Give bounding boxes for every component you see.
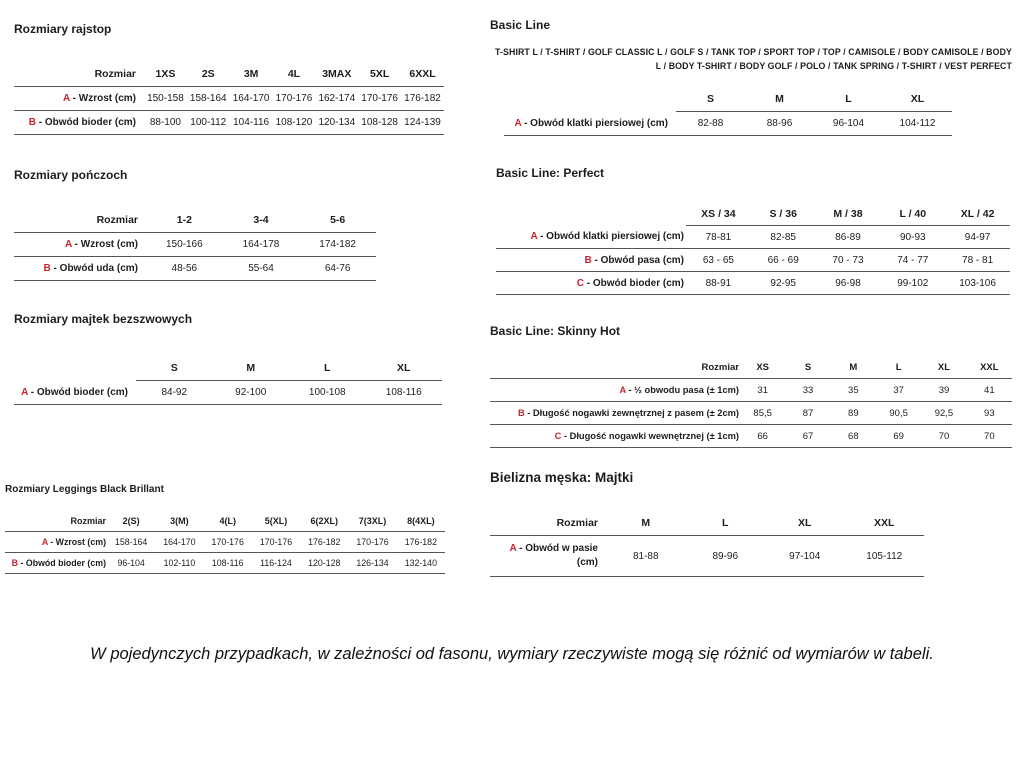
table-cell: 90,5 — [876, 402, 921, 425]
table-cell: 170-176 — [273, 87, 316, 111]
header-row — [5, 511, 445, 532]
table-cell: 48-56 — [146, 257, 223, 281]
table-cell: 176-182 — [397, 532, 445, 553]
row-letter: C — [576, 277, 584, 289]
table-cell: 100-112 — [187, 111, 230, 135]
size-table-majtki-bezszwowe — [14, 356, 442, 405]
column-header: M — [745, 87, 814, 112]
table-cell: 87 — [785, 402, 830, 425]
row-label: B - Obwód bioder (cm) — [14, 111, 144, 135]
table-row — [490, 536, 924, 577]
table-cell: 96-104 — [107, 553, 155, 574]
column-header: XS — [740, 356, 785, 379]
section-rozmiary-rajstop — [14, 22, 446, 135]
column-header: 1XS — [144, 62, 187, 87]
section-basic-line-perfect — [496, 166, 1012, 295]
table-basic-line-skinny-hot — [490, 356, 1014, 448]
section-title-bielizna-meska: Bielizna męska: Majtki — [490, 470, 634, 485]
row-letter: B — [584, 254, 592, 266]
row-letter: B — [28, 117, 36, 128]
table-rozmiary-ponczoch — [14, 208, 394, 281]
row-label: A - Obwód klatki piersiowej (cm) — [504, 112, 676, 136]
table-cell: 94-97 — [945, 226, 1010, 249]
column-header: XL — [883, 87, 952, 112]
row-letter: A — [509, 543, 517, 554]
section-title-leggings: Rozmiary Leggings Black Brillant — [5, 484, 164, 495]
row-label: A - Obwód w pasie (cm) — [490, 536, 606, 577]
corner-label — [14, 356, 136, 381]
corner-label — [504, 87, 676, 112]
table-cell: 78 - 81 — [945, 249, 1010, 272]
column-header: 8(4XL) — [397, 511, 445, 532]
table-cell: 170-176 — [348, 532, 396, 553]
table-cell: 89 — [831, 402, 876, 425]
row-letter: A — [514, 118, 522, 129]
table-cell: 100-108 — [289, 381, 366, 405]
table-cell: 170-176 — [252, 532, 300, 553]
row-label: B - Obwód uda (cm) — [14, 257, 146, 281]
table-cell: 92,5 — [921, 402, 966, 425]
table-cell: 66 — [740, 425, 785, 448]
table-cell: 108-116 — [366, 381, 443, 405]
header-row — [14, 356, 442, 381]
table-cell: 90-93 — [880, 226, 945, 249]
section-title-basic-line: Basic Line — [490, 18, 551, 32]
table-cell: 170-176 — [204, 532, 252, 553]
corner-label: Rozmiar — [14, 208, 146, 233]
table-cell: 64-76 — [299, 257, 376, 281]
table-row — [14, 87, 444, 111]
table-cell: 92-100 — [213, 381, 290, 405]
column-header: 3-4 — [223, 208, 300, 233]
column-header: 2(S) — [107, 511, 155, 532]
table-cell: 92-95 — [751, 272, 816, 295]
column-header: L — [686, 511, 766, 536]
section-majtki-bezszwowe — [14, 312, 446, 405]
table-cell: 164-178 — [223, 233, 300, 257]
row-letter: A — [65, 239, 72, 250]
table-cell: 108-128 — [358, 111, 401, 135]
table-cell: 124-139 — [401, 111, 444, 135]
table-cell: 132-140 — [397, 553, 445, 574]
table-cell: 103-106 — [945, 272, 1010, 295]
table-cell: 82-85 — [751, 226, 816, 249]
table-cell: 116-124 — [252, 553, 300, 574]
table-cell: 102-110 — [155, 553, 203, 574]
column-header: XL — [366, 356, 443, 381]
table-cell: 82-88 — [676, 112, 745, 136]
table-cell: 174-182 — [299, 233, 376, 257]
table-cell: 31 — [740, 379, 785, 402]
column-header: XXL — [845, 511, 925, 536]
column-header: XS / 34 — [686, 202, 751, 226]
column-header: 5(XL) — [252, 511, 300, 532]
column-header: L / 40 — [880, 202, 945, 226]
table-cell: 108-120 — [273, 111, 316, 135]
table-row — [490, 425, 1012, 448]
table-cell: 84-92 — [136, 381, 213, 405]
table-cell: 55-64 — [223, 257, 300, 281]
size-table-skinny-hot — [490, 356, 1012, 448]
column-header: M — [606, 511, 686, 536]
table-cell: 68 — [831, 425, 876, 448]
size-table-ponczochy — [14, 208, 376, 281]
row-letter: B — [43, 263, 51, 274]
header-row — [14, 62, 444, 87]
row-letter: A — [41, 537, 48, 547]
section-title-perfect: Basic Line: Perfect — [496, 166, 605, 180]
table-row — [490, 379, 1012, 402]
table-row — [14, 233, 376, 257]
table-cell: 170-176 — [358, 87, 401, 111]
footer-disclaimer: W pojedynczych przypadkach, w zależności od fasonu, wymiary rzeczywiste mogą się różnić od wymiarów w tabeli. — [90, 645, 934, 663]
header-row — [14, 208, 376, 233]
column-header: 3(M) — [155, 511, 203, 532]
table-cell: 104-112 — [883, 112, 952, 136]
table-cell: 158-164 — [107, 532, 155, 553]
row-letter: B — [11, 558, 19, 568]
table-cell: 158-164 — [187, 87, 230, 111]
corner-label: Rozmiar — [14, 62, 144, 87]
table-cell: 33 — [785, 379, 830, 402]
table-cell: 70 - 73 — [816, 249, 881, 272]
row-label: B - Obwód bioder (cm) — [5, 553, 107, 574]
row-letter: A — [21, 386, 28, 398]
column-header: XL — [921, 356, 966, 379]
table-row — [496, 226, 1010, 249]
table-cell: 88-96 — [745, 112, 814, 136]
table-cell: 120-128 — [300, 553, 348, 574]
table-leggings-black-brillant — [5, 511, 447, 574]
section-title-skinny-hot: Basic Line: Skinny Hot — [490, 324, 621, 338]
column-header: L — [814, 87, 883, 112]
header-row — [504, 87, 952, 112]
table-cell: 96-98 — [816, 272, 881, 295]
row-label: B - Obwód pasa (cm) — [496, 249, 686, 272]
column-header: S / 36 — [751, 202, 816, 226]
table-cell: 120-134 — [315, 111, 358, 135]
table-cell: 89-96 — [686, 536, 766, 577]
size-table-leggings — [5, 511, 445, 574]
table-basic-line-perfect — [496, 202, 1012, 295]
table-cell: 126-134 — [348, 553, 396, 574]
table-row — [5, 532, 445, 553]
column-header: 3M — [230, 62, 273, 87]
row-letter: B — [517, 408, 525, 418]
table-majtki-bezszwowe — [14, 356, 446, 405]
section-rozmiary-ponczoch — [14, 168, 394, 281]
row-label: B - Długość nogawki zewnętrznej z pasem (± 2cm) — [490, 402, 740, 425]
row-label: C - Obwód bioder (cm) — [496, 272, 686, 295]
table-row — [490, 402, 1012, 425]
column-header: XL / 42 — [945, 202, 1010, 226]
row-label: A - Wzrost (cm) — [14, 233, 146, 257]
header-row — [496, 202, 1010, 226]
column-header: M — [213, 356, 290, 381]
table-cell: 88-91 — [686, 272, 751, 295]
column-header: 4L — [273, 62, 316, 87]
row-label: A - Obwód klatki piersiowej (cm) — [496, 226, 686, 249]
table-cell: 86-89 — [816, 226, 881, 249]
section-title-majtki-bezszwowe: Rozmiary majtek bezszwowych — [14, 312, 193, 326]
row-letter: A — [530, 231, 538, 243]
table-bielizna-meska-majtki — [490, 511, 930, 577]
table-cell: 176-182 — [300, 532, 348, 553]
column-header: S — [136, 356, 213, 381]
corner-label — [496, 202, 686, 226]
table-cell: 88-100 — [144, 111, 187, 135]
column-header: 3MAX — [315, 62, 358, 87]
table-cell: 164-170 — [230, 87, 273, 111]
row-label: C - Długość nogawki wewnętrznej (± 1cm) — [490, 425, 740, 448]
table-cell: 150-158 — [144, 87, 187, 111]
table-cell: 35 — [831, 379, 876, 402]
table-cell: 108-116 — [204, 553, 252, 574]
section-title-rajstopy: Rozmiary rajstop — [14, 22, 112, 36]
column-header: M / 38 — [816, 202, 881, 226]
table-cell: 104-116 — [230, 111, 273, 135]
section-bielizna-meska-majtki — [490, 470, 930, 577]
row-letter: A — [619, 385, 626, 395]
column-header: L — [876, 356, 921, 379]
section-basic-line-skinny-hot — [490, 324, 1014, 448]
section-leggings-black-brillant — [5, 484, 447, 574]
table-cell: 67 — [785, 425, 830, 448]
table-cell: 70 — [921, 425, 966, 448]
table-cell: 97-104 — [765, 536, 845, 577]
header-row — [490, 356, 1012, 379]
table-cell: 105-112 — [845, 536, 925, 577]
table-row — [496, 272, 1010, 295]
table-row — [14, 381, 442, 405]
row-label: A - ½ obwodu pasa (± 1cm) — [490, 379, 740, 402]
table-basic-line — [504, 87, 1012, 136]
column-header: M — [831, 356, 876, 379]
column-header: 5-6 — [299, 208, 376, 233]
table-cell: 93 — [967, 402, 1012, 425]
column-header: L — [289, 356, 366, 381]
column-header: 4(L) — [204, 511, 252, 532]
row-label: A - Obwód bioder (cm) — [14, 381, 136, 405]
table-row — [14, 111, 444, 135]
row-label: A - Wzrost (cm) — [14, 87, 144, 111]
column-header: 6XXL — [401, 62, 444, 87]
table-cell: 74 - 77 — [880, 249, 945, 272]
size-table-bielizna-meska — [490, 511, 924, 577]
table-cell: 78-81 — [686, 226, 751, 249]
size-table-perfect — [496, 202, 1010, 295]
column-header: 7(3XL) — [348, 511, 396, 532]
table-cell: 66 - 69 — [751, 249, 816, 272]
column-header: 6(2XL) — [300, 511, 348, 532]
table-cell: 81-88 — [606, 536, 686, 577]
table-row — [14, 257, 376, 281]
table-cell: 96-104 — [814, 112, 883, 136]
table-cell: 69 — [876, 425, 921, 448]
table-cell: 176-182 — [401, 87, 444, 111]
row-letter: C — [554, 431, 562, 441]
table-cell: 85,5 — [740, 402, 785, 425]
table-cell: 41 — [967, 379, 1012, 402]
corner-label: Rozmiar — [5, 511, 107, 532]
row-label: A - Wzrost (cm) — [5, 532, 107, 553]
table-row — [5, 553, 445, 574]
table-row — [504, 112, 952, 136]
table-cell: 63 - 65 — [686, 249, 751, 272]
section-basic-line — [490, 18, 1012, 136]
table-row — [496, 249, 1010, 272]
table-cell: 162-174 — [315, 87, 358, 111]
size-table-rajstopy — [14, 62, 444, 135]
size-table-basic-line — [504, 87, 952, 136]
table-rozmiary-rajstop — [14, 62, 446, 135]
header-row — [490, 511, 924, 536]
table-cell: 39 — [921, 379, 966, 402]
corner-label: Rozmiar — [490, 356, 740, 379]
row-letter: A — [63, 93, 70, 104]
corner-label: Rozmiar — [490, 511, 606, 536]
column-header: 1-2 — [146, 208, 223, 233]
column-header: S — [785, 356, 830, 379]
table-cell: 70 — [967, 425, 1012, 448]
column-header: XL — [765, 511, 845, 536]
table-cell: 99-102 — [880, 272, 945, 295]
table-cell: 37 — [876, 379, 921, 402]
basic-line-product-list: T-SHIRT L / T-SHIRT / GOLF CLASSIC L / GOLF S / TANK TOP / SPORT TOP / TOP / CAMISOLE / BODY CAMISOLE / BODY L / BODY T-SHIRT / BODY GOLF / POLO / TANK SPRING / T-SHIRT / VEST PERFECT — [495, 47, 1012, 71]
column-header: XXL — [967, 356, 1012, 379]
table-cell: 150-166 — [146, 233, 223, 257]
section-title-ponczochy: Rozmiary pończoch — [14, 168, 128, 182]
column-header: S — [676, 87, 745, 112]
column-header: 2S — [187, 62, 230, 87]
column-header: 5XL — [358, 62, 401, 87]
table-cell: 164-170 — [155, 532, 203, 553]
